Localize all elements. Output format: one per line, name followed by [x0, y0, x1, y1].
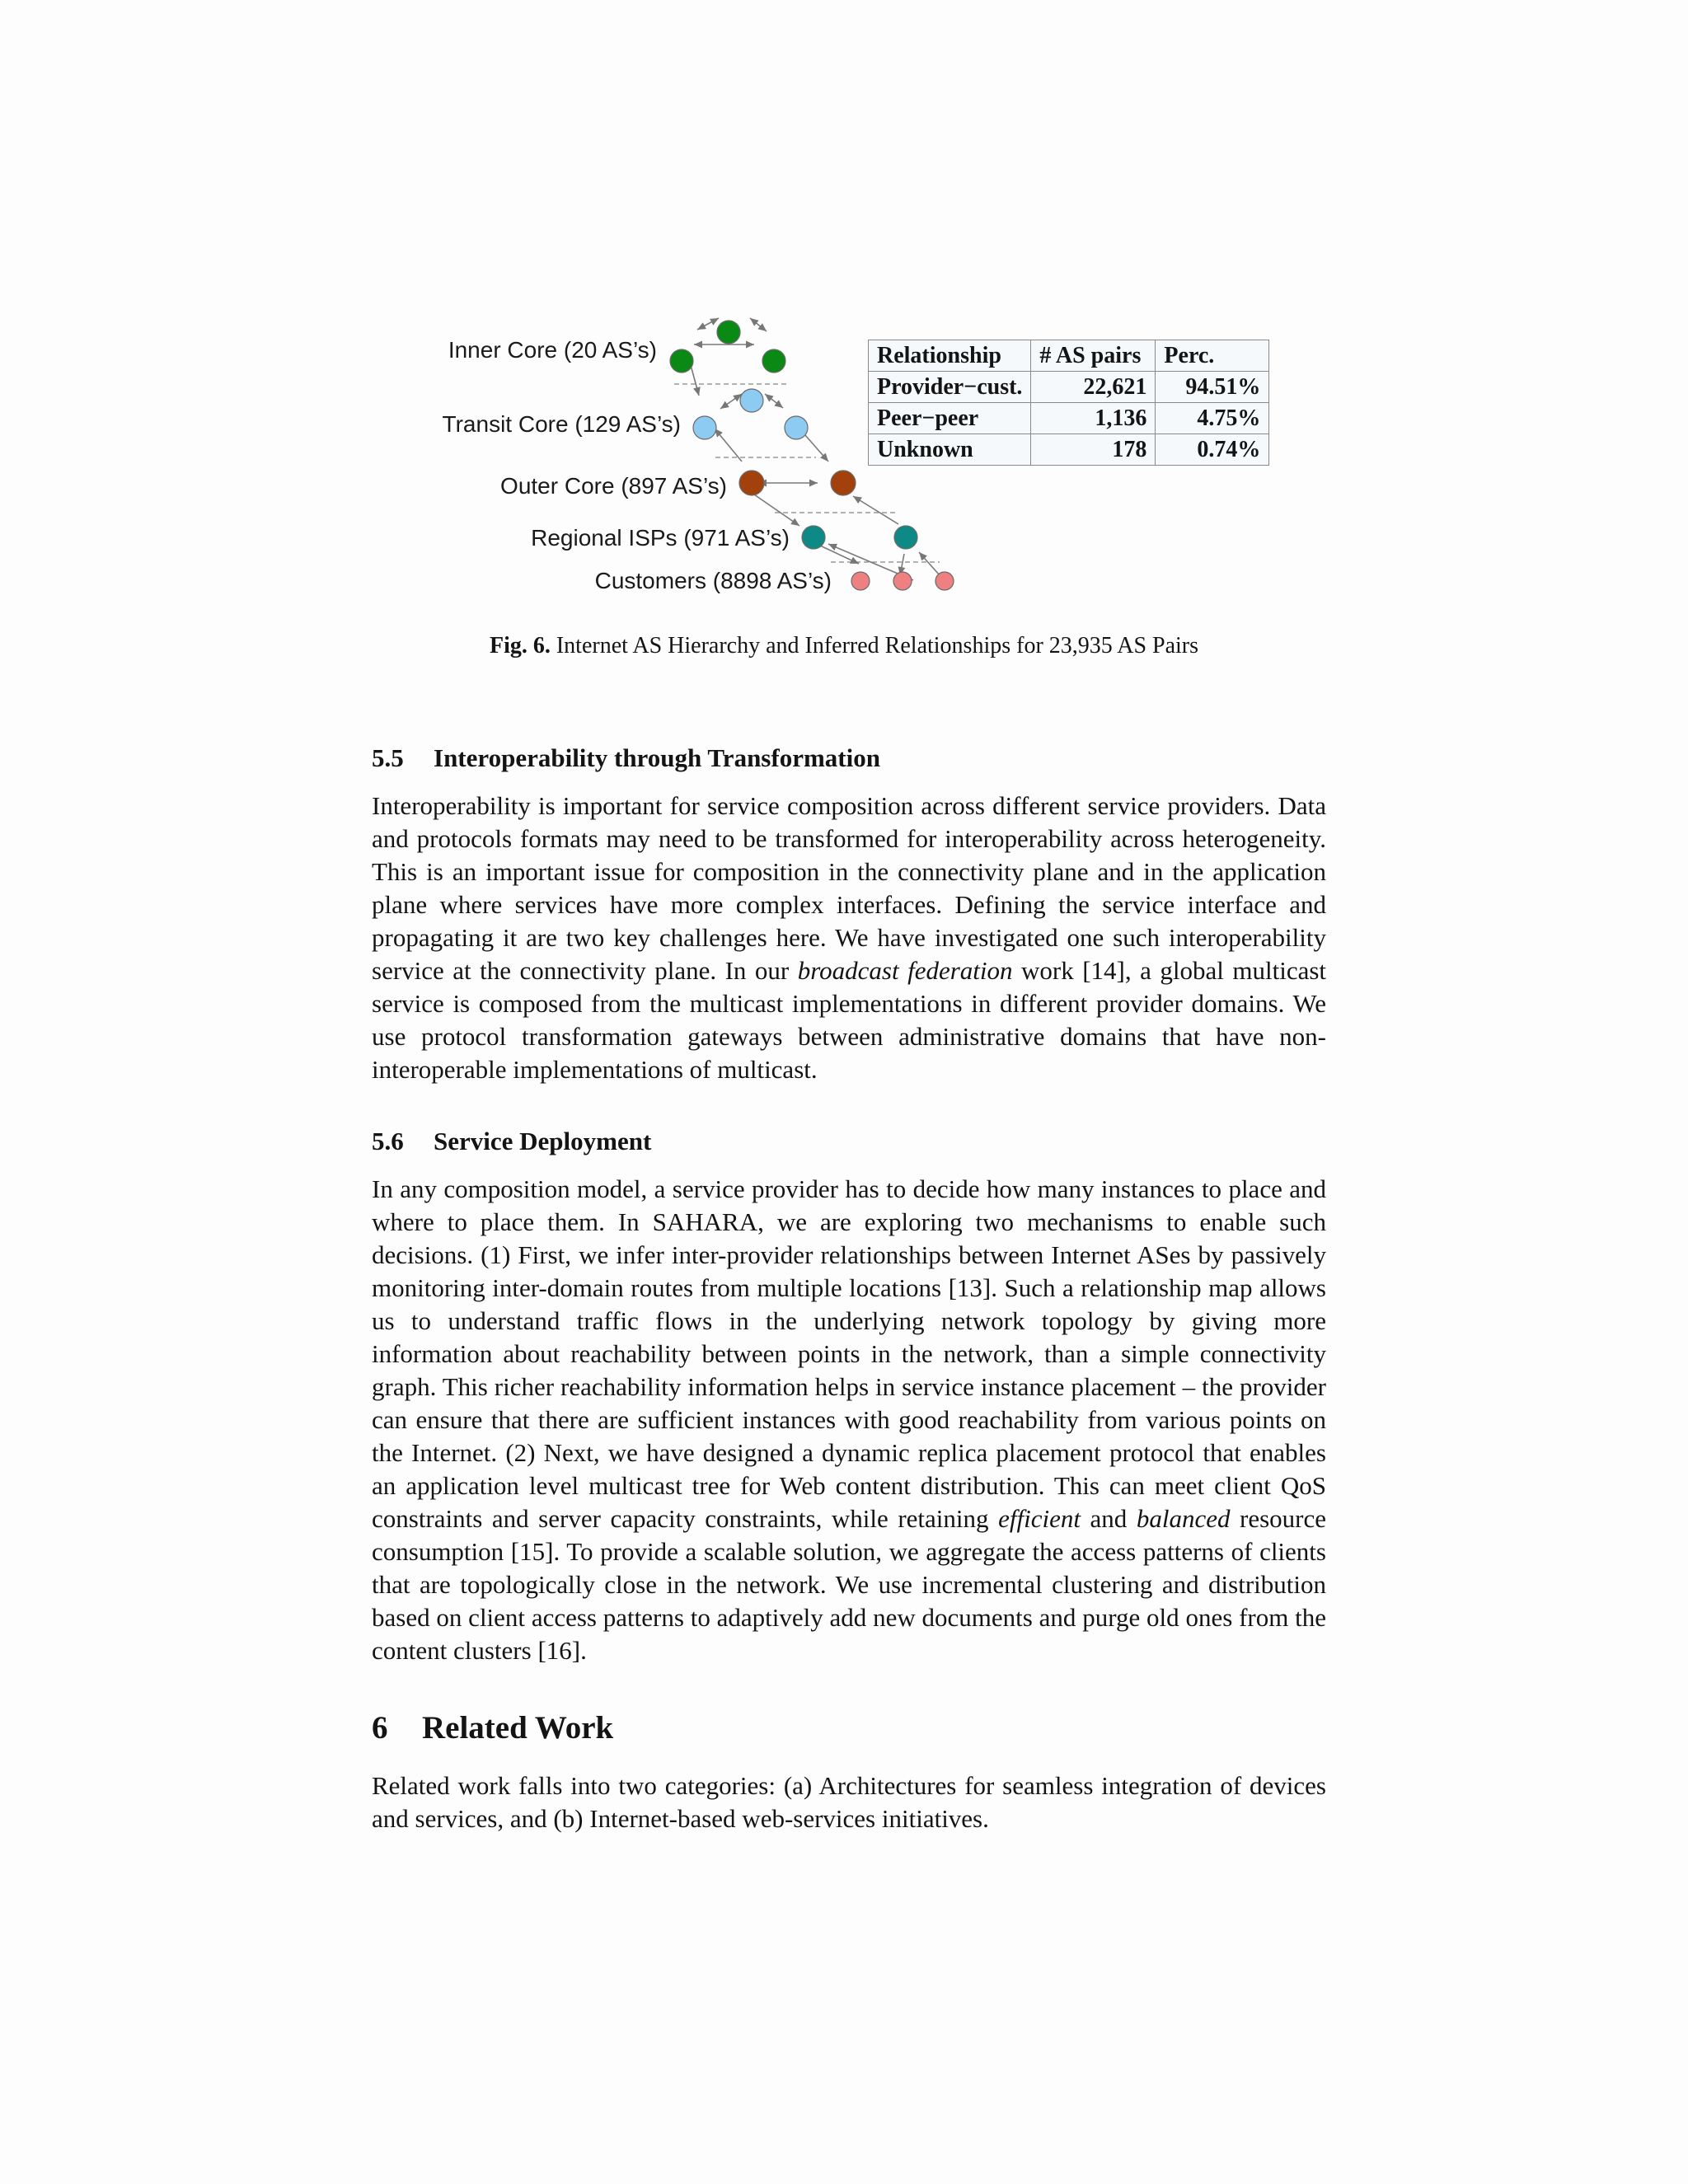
- paragraph-text: resource consumption [15]. To provide a scalable solution, we aggregate the access patterns of clients that are topologically close in the network. We use incremental clustering and distribution based on client access patterns to adaptively add new documents and purge old ones from the content clusters [16].: [372, 1504, 1327, 1665]
- figure-caption: [0, 633, 1688, 659]
- section-heading-6: [372, 1709, 613, 1746]
- transit-core-node: [740, 389, 763, 412]
- outer-core-node: [739, 471, 764, 495]
- level-label-regional-isps: Regional ISPs (971 AS’s): [531, 525, 790, 551]
- table-cell: Peer−peer: [869, 403, 1031, 434]
- section-title: Related Work: [422, 1710, 614, 1746]
- figure-caption-text: Internet AS Hierarchy and Inferred Relationships for 23,935 AS Pairs: [556, 633, 1199, 658]
- section-title: Interoperability through Transformation: [434, 743, 880, 772]
- level-label-inner-core: Inner Core (20 AS’s): [448, 337, 657, 363]
- table-cell: Provider−cust.: [869, 372, 1031, 403]
- regional-isp-node: [894, 526, 917, 549]
- figure-caption-label: Fig. 6.: [489, 633, 551, 658]
- inner-core-node: [717, 321, 740, 344]
- level-label-customers: Customers (8898 AS’s): [594, 568, 832, 593]
- table-header: Perc.: [1156, 340, 1269, 372]
- table-row: [869, 434, 1269, 466]
- section-number: 5.6: [372, 1127, 404, 1155]
- transit-core-node: [693, 416, 716, 439]
- paragraph-text: Related work falls into two categories: (a) Architectures for seamless integration of devices and services, and (b) Internet-based web-services initiatives.: [372, 1771, 1326, 1833]
- emphasis-text: broadcast federation: [797, 956, 1013, 985]
- table-row: [869, 372, 1269, 403]
- outer-core-node: [831, 471, 856, 495]
- emphasis-text: balanced: [1136, 1504, 1231, 1533]
- customer-node: [935, 572, 954, 590]
- table-cell: 0.74%: [1156, 434, 1269, 466]
- paragraph-related-work: [372, 1769, 1326, 1835]
- relationship-table: [868, 340, 1269, 466]
- paragraph-text: In any composition model, a service provider has to decide how many instances to place and where to place them. In SAHARA, we are exploring two mechanisms to enable such decisions. (1) First, we infer inter-provider relationships between Internet ASes by passively monitoring inter-domain routes from multiple locations [13]. Such a relationship map allows us to understand traffic flows in the underlying network topology by giving more information about reachability between points in the network, than a simple connectivity graph. This richer reachability information helps in service instance placement – the provider can ensure that there are sufficient instances with good reachability from various points on the Internet. (2) Next, we have designed a dynamic replica placement protocol that enables an application level multicast tree for Web content distribution. This can meet client QoS constraints and server capacity constraints, while retaining: [372, 1174, 1326, 1533]
- table-cell: 22,621: [1031, 372, 1156, 403]
- paragraph-interoperability: [372, 790, 1326, 1086]
- paragraph-text: Interoperability is important for service composition across different service providers. Data and protocols formats may need to be transformed for interoperability across heterogeneity. This is an important issue for composition in the connectivity plane and in the application plane where services have more complex interfaces. Defining the service interface and propagating it are two key challenges here. We have investigated one such interoperability service at the connectivity plane. In our: [372, 791, 1326, 985]
- table-cell: 94.51%: [1156, 372, 1269, 403]
- customer-node: [851, 572, 870, 590]
- regional-isp-node: [802, 526, 825, 549]
- transit-core-node: [785, 416, 808, 439]
- table-cell: 178: [1031, 434, 1156, 466]
- section-heading-5-6: [372, 1127, 651, 1156]
- table-cell: Unknown: [869, 434, 1031, 466]
- inner-core-node: [670, 349, 693, 373]
- level-label-transit-core: Transit Core (129 AS’s): [442, 411, 681, 437]
- inner-core-node: [762, 349, 785, 373]
- paragraph-text: and: [1090, 1504, 1128, 1533]
- customer-node: [893, 572, 912, 590]
- level-label-outer-core: Outer Core (897 AS’s): [500, 473, 727, 499]
- paragraph-text: work [14], a global multicast service is composed from the multicast implementations in different provider domains. We use protocol transformation gateways between administrative domains that have non-interoperable implementations of multicast.: [372, 956, 1327, 1084]
- section-heading-5-5: [372, 743, 880, 773]
- section-number: 6: [372, 1710, 388, 1746]
- emphasis-text: efficient: [998, 1504, 1081, 1533]
- section-title: Service Deployment: [434, 1127, 652, 1155]
- table-header: Relationship: [869, 340, 1031, 372]
- table-cell: 1,136: [1031, 403, 1156, 434]
- table-header-row: [869, 340, 1269, 372]
- section-number: 5.5: [372, 743, 404, 772]
- table-header: # AS pairs: [1031, 340, 1156, 372]
- table-cell: 4.75%: [1156, 403, 1269, 434]
- paragraph-service-deployment: [372, 1173, 1326, 1667]
- table-row: [869, 403, 1269, 434]
